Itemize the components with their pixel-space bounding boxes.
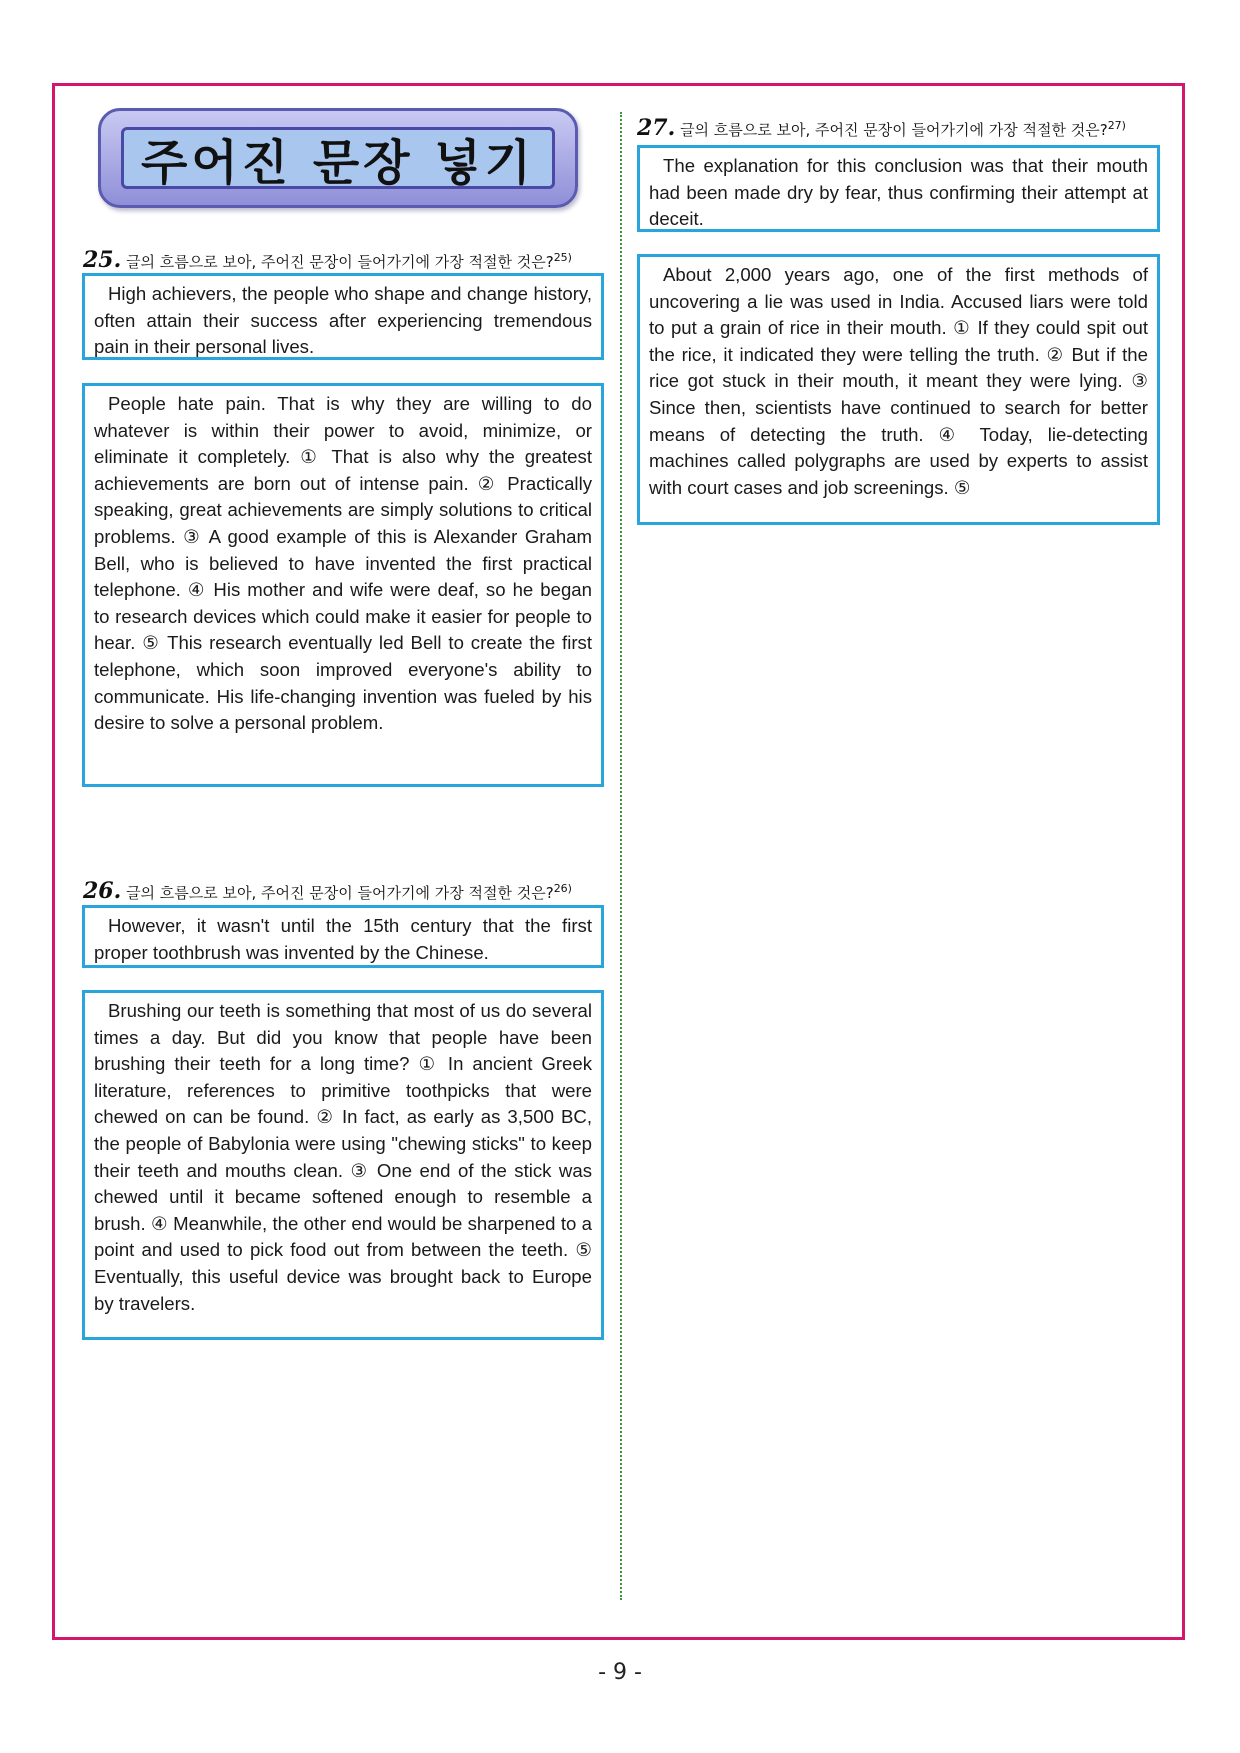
given-sentence-text: However, it wasn't until the 15th century that the first proper toothbrush was invented by the Chinese. [94,915,592,963]
page-number: - 9 - [598,1660,642,1685]
question-prompt: 글의 흐름으로 보아, 주어진 문장이 들어가기에 가장 적절한 것은? [126,884,554,902]
question-27-passage [637,254,1160,525]
question-number: 26. [83,878,122,904]
question-26-given-sentence [82,905,604,968]
given-sentence-text: High achievers, the people who shape and change history, often attain their success after experiencing tremendous pain in their personal lives. [94,283,592,358]
section-title-panel [121,127,555,189]
question-25-passage [82,383,604,787]
question-number: 25. [83,247,122,273]
question-25-header [83,247,572,273]
question-prompt: 글의 흐름으로 보아, 주어진 문장이 들어가기에 가장 적절한 것은? [126,253,554,271]
question-reference: 27) [1107,119,1126,132]
question-26-header [83,878,572,904]
question-number: 27. [637,115,676,141]
question-27-given-sentence [637,145,1160,232]
section-title: 주어진 문장 넣기 [141,134,535,191]
question-27-header [637,115,1126,141]
question-reference: 26) [553,882,572,895]
column-divider [620,112,622,1600]
question-prompt: 글의 흐름으로 보아, 주어진 문장이 들어가기에 가장 적절한 것은? [680,121,1108,139]
passage-text: About 2,000 years ago, one of the first methods of uncovering a lie was used in India. Accused liars were told to put a grain of rice in their mouth. ① If they could spit out the rice, it indicated they were telling the truth. ② But if the rice got stuck in their mouth, it meant they were lying. ③ Since then, scientists have continued to search for better means of detecting the truth. ④ Today, lie-detecting machines called polygraphs are used by experts to assist with court cases and job screenings. ⑤ [649,264,1148,498]
passage-text: Brushing our teeth is something that most of us do several times a day. But did you know that people have been brushing their teeth for a long time? ① In ancient Greek literature, references to primitive toothpicks that were chewed on can be found. ② In fact, as early as 3,500 BC, the people of Babylonia were using "chewing sticks" to keep their teeth and mouths clean. ③ One end of the stick was chewed until it became softened enough to resemble a brush. ④ Meanwhile, the other end would be sharpened to a point and used to pick food out from between the teeth. ⑤ Eventually, this useful device was brought back to Europe by travelers. [94,1000,592,1314]
passage-text: People hate pain. That is why they are willing to do whatever is within their power to avoid, minimize, or eliminate it completely. ① That is also why the greatest achievements are born out of intense pain. ② Practically speaking, great achievements are simply solutions to critical problems. ③ A good example of this is Alexander Graham Bell, who is believed to have invented the first practical telephone. ④ His mother and wife were deaf, so he began to research devices which could make it easier for people to hear. ⑤ This research eventually led Bell to create the first telephone, which soon improved everyone's ability to communicate. His life-changing invention was fueled by his desire to solve a personal problem. [94,393,592,734]
question-26-passage [82,990,604,1340]
question-25-given-sentence [82,273,604,360]
question-reference: 25) [553,251,572,264]
given-sentence-text: The explanation for this conclusion was that their mouth had been made dry by fear, thus confirming their attempt at deceit. [649,155,1148,230]
section-title-banner [98,108,578,208]
